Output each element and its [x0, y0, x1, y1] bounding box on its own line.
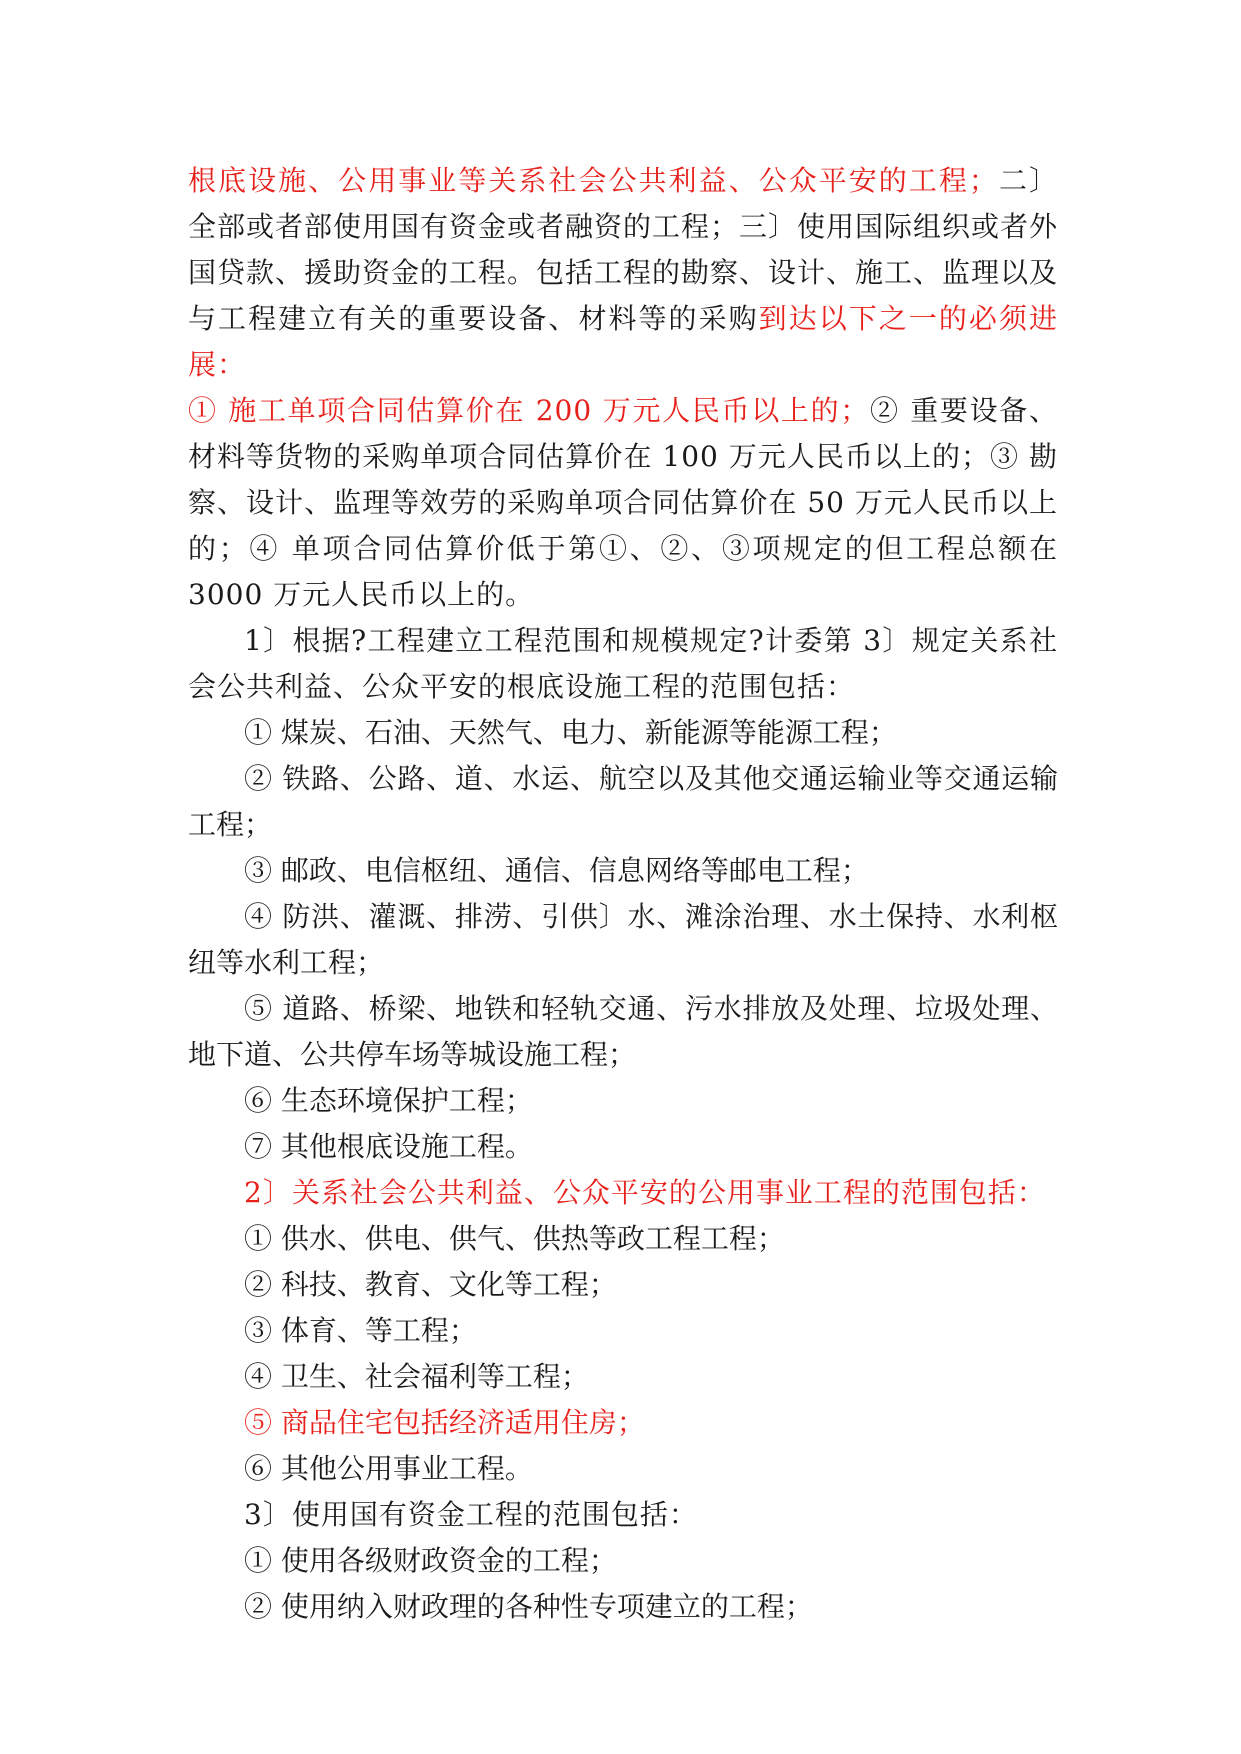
heading-public-utility: 2〕关系社会公共利益、公众平安的公用事业工程的范围包括：: [244, 1176, 1046, 1209]
list-item: ⑤ 道路、桥梁、地铁和轻轨交通、污水排放及处理、垃圾处理、地下道、公共停车场等城设施工程；: [188, 992, 1058, 1071]
list-item: ④ 防洪、灌溉、排涝、引供〕水、滩涂治理、水土保持、水利枢纽等水利工程；: [188, 900, 1058, 979]
list-item: ⑥ 其他公用事业工程。: [244, 1452, 533, 1485]
heading-state-funds: 3〕使用国有资金工程的范围包括：: [244, 1498, 698, 1531]
text-scope-body: 二〕全部或者部使用国有资金或者融资的工程；三〕使用国际组织或者外国贷款、援助资金的工程。包括工程的勘察、设计、施工、监理以及与工程建立有关的重要设备、材料等的采购: [188, 164, 1059, 335]
highlight-infrastructure: 根底设施、公用事业等关系社会公共利益、公众平安的工程；: [188, 164, 998, 197]
list-item: ② 使用纳入财政理的各种性专项建立的工程；: [244, 1590, 813, 1623]
list-item: ⑦ 其他根底设施工程。: [244, 1130, 533, 1163]
highlight-construction-threshold: ① 施工单项合同估算价在 200 万元人民币以上的；: [188, 394, 870, 427]
list-item: ① 供水、供电、供气、供热等政工程工程；: [244, 1222, 785, 1255]
list-item: ② 科技、教育、文化等工程；: [244, 1268, 617, 1301]
highlight-threshold-intro: 到达以下之一的必须进展：: [188, 302, 1058, 381]
list-item-highlight: ⑤ 商品住宅包括经济适用住房；: [244, 1406, 645, 1439]
document-page: [188, 158, 1058, 1630]
list-item: ⑥ 生态环境保护工程；: [244, 1084, 533, 1117]
list-item: ④ 卫生、社会福利等工程；: [244, 1360, 589, 1393]
list-item: ① 使用各级财政资金的工程；: [244, 1544, 617, 1577]
paragraph-scope: [188, 158, 1058, 618]
list-item: ① 煤炭、石油、天然气、电力、新能源等能源工程；: [244, 716, 897, 749]
list-item: ③ 体育、等工程；: [244, 1314, 477, 1347]
paragraph-infrastructure-scope: 1〕根据?工程建立工程范围和规模规定?计委第 3〕规定关系社会公共利益、公众平安的根底设施工程的范围包括：: [188, 624, 1058, 703]
list-item: ② 铁路、公路、道、水运、航空以及其他交通运输业等交通运输工程；: [188, 762, 1058, 841]
list-item: ③ 邮政、电信枢纽、通信、信息网络等邮电工程；: [244, 854, 869, 887]
text-thresholds: ② 重要设备、材料等货物的采购单项合同估算价在 100 万元人民币以上的；③ 勘察、设计、监理等效劳的采购单项合同估算价在 50 万元人民币以上的；④ 单项合同估算价低于第①、②、③项规定的但工程总额在 3000 万元人民币以上的。: [188, 394, 1058, 611]
